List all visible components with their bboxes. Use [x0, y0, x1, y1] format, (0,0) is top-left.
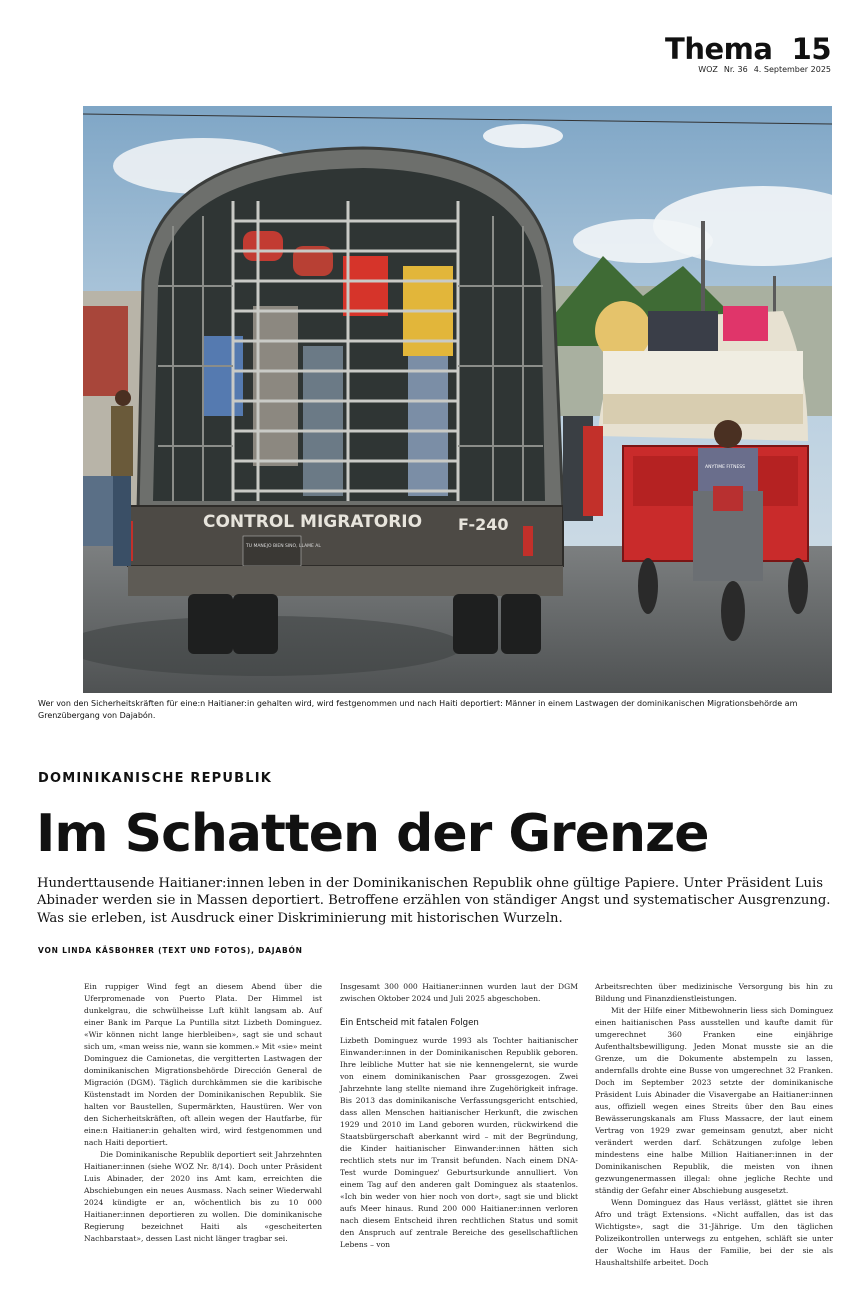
paragraph: Ein ruppiger Wind fegt an diesem Abend über die Uferpromenade von Puerto Plata. Der Himmel ist dunkelgrau, die schwülheisse Luft kühlt langsam ab. Auf einer Bank im Parque La Puntilla sitzt Lizbeth Dominguez. «Wir können nicht lange hierbleiben», sagt sie und schaut sich um, «man weiss nie, wann sie kommen.» Mit «sie» meint Dominguez die Camionetas, die vergitterten Lastwagen der dominikanischen Migrationsbehörde Dirección General de Migración (DGM). Täglich durchkämmen sie die karibische Küstenstadt im Norden der Dominikanischen Republik. Sie halten vor Baustellen, Supermärkten, Haustüren. Wer von den Sicherheitskräften, oft allein wegen der Hautfarbe, für eine:n Haitianer:in gehalten wird, wird festgenommen und nach Haiti deportiert.	[84, 982, 322, 1147]
paragraph: Wenn Dominguez das Haus verlässt, glättet sie ihren Afro und trägt Extensions. «Nicht auffallen, das ist das Wichtigste», sagt die 31-Jährige. Um den täglichen Polizeikontrollen unterwegs zu entgehen, schläft sie unter der Woche im Haus der Familie, bei der sie als Haushaltshilfe arbeitet. Doch	[595, 1198, 833, 1267]
paragraph: Die Dominikanische Republik deportiert seit Jahrzehnten Haitianer:innen (siehe WOZ Nr. 8/14). Doch unter Präsident Luis Abinader, der 2020 ins Amt kam, erreichten die Abschiebungen ein neues Ausmass. Nach seiner Wiederwahl 2024 kündigte er an, wöchentlich bis zu 10 000 Haitianer:innen deportieren zu wollen. Die dominikanische Regierung bezeichnet Haiti als «gescheiterten Nachbarstaat», dessen Last nicht länger tragbar sei.	[84, 1150, 322, 1243]
article-lead: Hunderttausende Haitianer:innen leben in der Dominikanischen Republik ohne gültige Papiere. Unter Präsident Luis Abinader werden sie in Massen deportiert. Betroffene erzählen von ständiger Angst und systematischer Ausgrenzung. Was sie erleben, ist Ausdruck einer Diskriminierung mit historischen Wurzeln.	[37, 876, 831, 926]
section-name: Thema	[665, 32, 773, 66]
issue-number: Nr. 36	[723, 65, 748, 74]
masthead	[665, 34, 831, 74]
article-column-1	[84, 981, 322, 1245]
section-title	[665, 34, 831, 64]
truck-photo-illustration	[83, 106, 832, 693]
truck-small-text: TU MANEJO BIEN SINO, LLAME AL	[246, 544, 321, 549]
subheading: Ein Entscheid mit fatalen Folgen	[340, 1018, 479, 1028]
article-column-2	[340, 981, 578, 1251]
paragraph: Insgesamt 300 000 Haitianer:innen wurden laut der DGM zwischen Oktober 2024 und Juli 2025 abgeschoben.	[340, 982, 578, 1003]
paragraph: Arbeitsrechten über medizinische Versorgung bis hin zu Bildung und Finanzdienstleistungen.	[595, 982, 833, 1003]
publication-name: WOZ	[698, 65, 718, 74]
shirt-text: ANYTIME FITNESS	[705, 465, 746, 470]
truck-sign-text: CONTROL MIGRATORIO	[203, 512, 423, 532]
paragraph: Lizbeth Dominguez wurde 1993 als Tochter haitianischer Einwander:innen in der Dominikanischen Republik geboren. Ihre leibliche Mutter hat sie nie kennengelernt, sie wurde von einem dominikanischen Paar grossgezogen. Zwei Jahrzehnte lang stellte niemand ihre Zugehörigkeit infrage. Bis 2013 das dominikanische Verfassungsgericht entschied, dass allen Menschen haitianischer Herkunft, die zwischen 1929 und 2010 im Land geboren wurden, rückwirkend die Staatsbürgerschaft aberkannt wird – mit der Begründung, die Kinder haitianischer Einwander:innen hätten sich rechtlich stets nur im Transit befunden. Nach einem DNA-Test wurde Dominguez' Geburtsurkunde annulliert. Von einem Tag auf den anderen galt Dominguez als staatenlos. «Ich bin weder von hier noch von dort», sagt sie und blickt aufs Meer hinaus. Rund 200 000 Haitianer:innen verloren nach diesem Entscheid ihren rechtlichen Status und somit den Anspruch auf zentrale Bereiche des gesellschaftlichen Lebens – von	[340, 1036, 578, 1249]
photo-caption: Wer von den Sicherheitskräften für eine:n Haitianer:in gehalten wird, wird festgenommen und nach Haiti deportiert: Männer in einem Lastwagen der dominikanischen Migrationsbehörde am Grenzübergang von Dajabón.	[38, 699, 798, 720]
truck-number-text: F-240	[458, 515, 509, 534]
article-kicker: DOMINIKANISCHE REPUBLIK	[38, 771, 273, 786]
article-byline: VON LINDA KÄSBOHRER (TEXT UND FOTOS), DAJABÓN	[38, 946, 303, 955]
issue-info	[665, 65, 831, 74]
paragraph: Mit der Hilfe einer Mitbewohnerin liess sich Dominguez einen haitianischen Pass ausstellen und kaufte damit für umgerechnet 360 Franken eine einjährige Aufenthaltsbewilligung. Jeden Monat musste sie an die Grenze, um die Dokumente abstempeln zu lassen, andernfalls drohte eine Busse von umgerechnet 32 Franken. Doch im September 2023 setzte der dominikanische Präsident Luis Abinader die Visavergabe an Haitianer:innen aus, offiziell wegen eines Streits über den Bau eines Bewässerungskanals am Fluss Massacre, der laut einem Vertrag von 1929 zwar gemeinsam genutzt, aber nicht verändert werden darf. Schätzungen zufolge leben mindestens eine halbe Million Haitianer:innen in der Dominikanischen Republik, die meisten von ihnen gezwungenermassen illegal: ohne jegliche Rechte und ständig der Gefahr einer Abschiebung ausgesetzt.	[595, 1006, 833, 1195]
page-number: 15	[791, 32, 831, 66]
article-column-3	[595, 981, 833, 1269]
issue-date: 4. September 2025	[753, 65, 831, 74]
lead-photo	[83, 106, 832, 693]
article-headline: Im Schatten der Grenze	[36, 804, 709, 864]
